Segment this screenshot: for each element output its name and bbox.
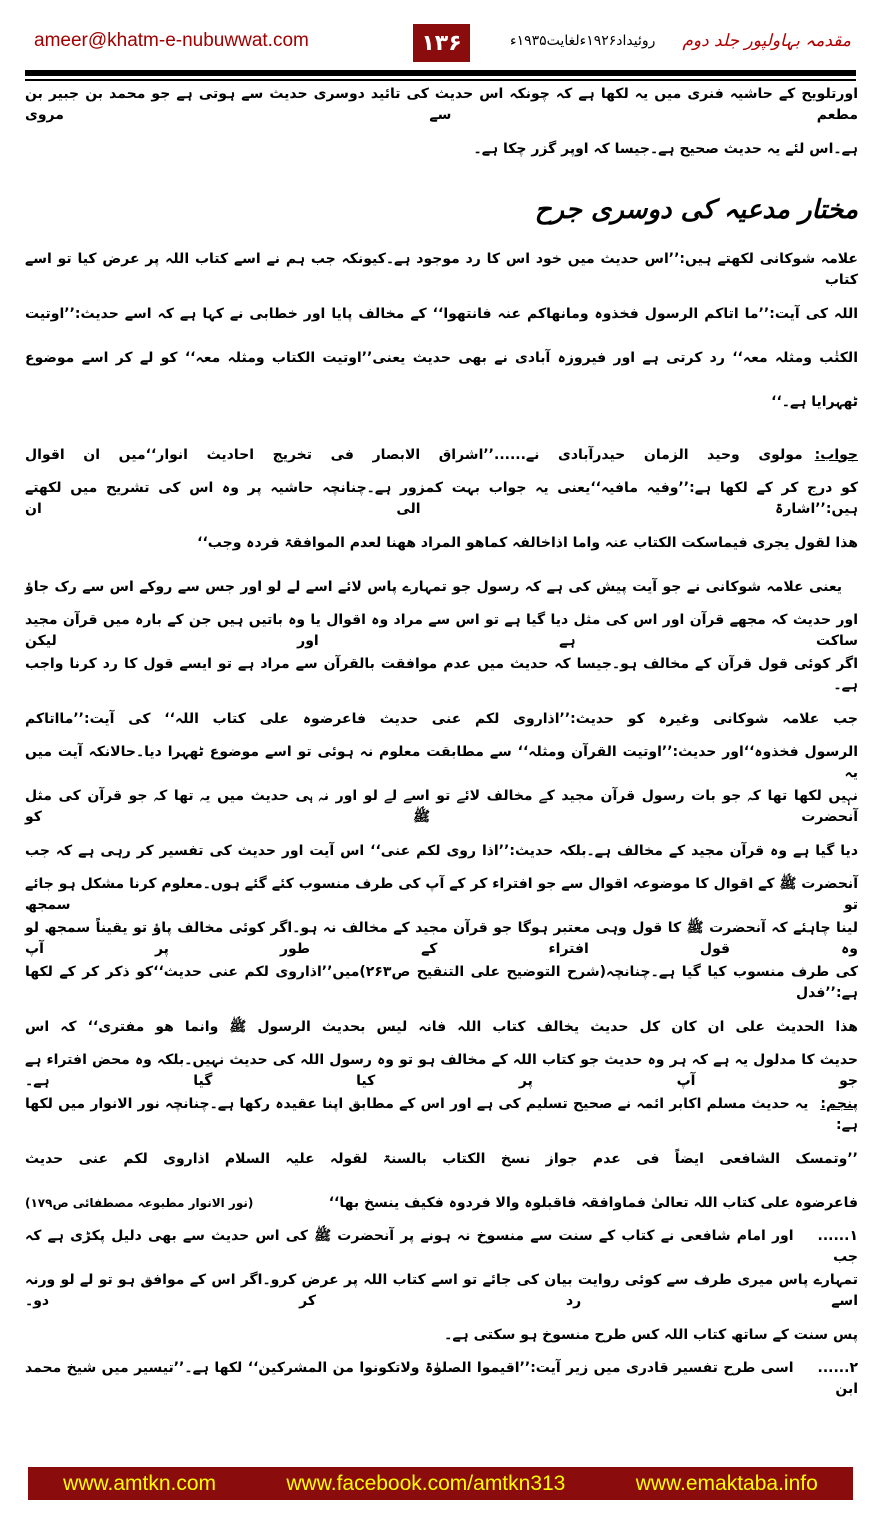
line-text: نہیں لکھا تھا کہ جو بات رسول قرآن مجید کے مخالف لائے تو اسے لے لو اور نہ ہی حدیث میں یہ تھا کہ جو قرآن کی مثل آنحضرت ﷺ کو <box>25 788 858 825</box>
line-wrap <box>25 1358 858 1400</box>
line-text: ھذا لقول یجری فیماسکت الکتاب عنہ واما اذاخالفہ کماھو المراد ھھنا لعدم الموافقۃ فردہ وجب‘‘ <box>197 534 858 551</box>
header-book-title: مقدمہ بہاولپور جلد دوم <box>682 31 851 51</box>
line-text: الرسول فخذوہ‘‘اور حدیث:’’اوتیت القرآن ومثلہ‘‘ سے مطابقت معلوم نہ ہوئی تو اسے موضوع ٹھہرا دیا۔حالانکہ آیت میں یہ <box>25 744 858 781</box>
header-date-range: روئیداد۱۹۲۶ءلغایت۱۹۳۵ء <box>510 33 656 49</box>
line-text: ہے۔اس لئے یہ حدیث صحیح ہے۔جیسا کہ اوپر گزر چکا ہے۔ <box>473 140 858 157</box>
body-line <box>25 380 858 424</box>
body-line <box>25 741 858 785</box>
line-text: دیا گیا ہے وہ قرآن مجید کے مخالف ہے۔بلکہ حدیث:’’اذا روی لکم عنی‘‘ اس آیت اور حدیث کی تفسیر کر رہی ہے کہ جب <box>25 842 858 859</box>
line-text: اور امام شافعی نے کتاب کے سنت سے منسوخ نہ ہونے پر آنحضرت ﷺ کی اس حدیث سے بھی دلیل پکڑی ہے کہ جب <box>25 1228 858 1265</box>
header-email: ameer@khatm-e-nubuwwat.com <box>34 30 309 51</box>
body-line <box>25 1005 858 1049</box>
line-text: اورتلویح کے حاشیہ فنری میں یہ لکھا ہے کہ چونکہ اس حدیث کی تائید دوسری حدیث سے ہوتی ہے جو محمد بن جبیر بن مطعم سے مروی <box>25 86 858 123</box>
body-line <box>25 873 858 917</box>
header-rule-thick <box>25 70 856 76</box>
body-line <box>25 785 858 829</box>
footer-link-amtkn[interactable]: www.amtkn.com <box>63 1471 217 1495</box>
line-text: ’’وتمسک الشافعی ایضاً فی عدم جواز نسخ الکتاب بالسنۃ لقولہ علیہ السلام اذاروی لکم عنی حدیث <box>25 1150 858 1167</box>
line-text: لینا چاہئے کہ آنحضرت ﷺ کا قول وہی معتبر ہوگا جو قرآن مجید کے مخالف نہ ہو۔اگر کوئی مخالف پاؤ تو یقیناً سمجھ لو وہ قول افتراء کے طور پر آپ <box>25 920 858 957</box>
body-line <box>25 697 858 741</box>
line-text: جب علامہ شوکانی وغیرہ کو حدیث:’’اذاروی لکم عنی حدیث فاعرضوہ علی کتاب اللہ‘‘ کی آیت:’’مااتاکم <box>25 710 858 727</box>
line-text: آنحضرت ﷺ کے اقوال کا موضوعہ اقوال سے جو افتراء کر کے آپ کی طرف منسوب کئے گئے ہوں۔معلوم کرنا مشکل ہو جائے تو سمجھ <box>25 876 858 913</box>
body-line <box>25 248 858 292</box>
body-line <box>25 829 858 873</box>
footer-link-emaktaba[interactable]: www.emaktaba.info <box>635 1471 818 1495</box>
answer-label: جواب: <box>814 446 858 463</box>
body-line <box>25 521 858 565</box>
footer-link-facebook[interactable]: www.facebook.com/amtkn313 <box>286 1471 566 1495</box>
body-line <box>25 917 858 961</box>
body-line <box>25 433 858 477</box>
line-text: تمہارے پاس میری طرف سے کوئی روایت بیان کی جائے تو اسے کتاب اللہ پر عرض کرو۔اگر اس کے موافق ہو تو لے لو ورنہ اسے رد کر دو۔ <box>25 1272 858 1309</box>
line-text: ھذا الحدیث علی ان کان کل حدیث یخالف کتاب اللہ فانہ لیس بحدیث الرسول ﷺ وانما ھو مفتری‘‘ کہ اس <box>25 1018 858 1035</box>
section-heading: مختار مدعیہ کی دوسری جرح <box>534 194 858 225</box>
line-text: اسی طرح تفسیر قادری میں زیر آیت:’’اقیموا الصلوٰۃ ولاتکونوا من المشرکین‘‘ لکھا ہے۔’’تیسیر میں شیخ محمد ابن <box>25 1360 858 1397</box>
line-wrap <box>25 445 858 466</box>
line-wrap <box>25 1226 858 1268</box>
body-line <box>25 1357 858 1401</box>
body-line <box>25 565 858 609</box>
line-text: کو درج کر کے لکھا ہے:’’وفیہ مافیہ‘‘یعنی یہ جواب بہت کمزور ہے۔چنانچہ حاشیہ پر وہ اس کی تشریح میں لکھتے ہیں:’’اشارۃ الی ان <box>25 480 858 517</box>
paragraph-gap <box>25 424 858 433</box>
body-line <box>25 653 858 697</box>
body-line <box>25 292 858 336</box>
item-number: ۱...... <box>817 1228 858 1244</box>
line-wrap <box>25 1193 858 1214</box>
body-line <box>25 1225 858 1269</box>
footer-bar <box>28 1467 853 1500</box>
line-text: الکتٰب ومثلہ معہ‘‘ رد کرتی ہے اور فیروزہ آبادی نے بھی حدیث یعنی’’اوتیت الکتاب ومثلہ معہ‘‘ کو لے کر اسے موضوع <box>25 349 858 366</box>
reference-note: (نور الانوار مطبوعہ مصطفائی ص۱۷۹) <box>25 1195 254 1210</box>
body-line <box>25 961 858 1005</box>
body-line <box>25 1049 858 1093</box>
body-line <box>25 1313 858 1357</box>
line-text: اللہ کی آیت:’’ما اتاکم الرسول فخذوہ ومانھاکم عنہ فانتھوا‘‘ کے مخالف پایا اور خطابی نے کہا ہے کہ اسے حدیث:’’اوتیت <box>25 305 858 322</box>
body-line <box>25 127 858 171</box>
line-text: یعنی علامہ شوکانی نے جو آیت پیش کی ہے کہ رسول جو تمہارے پاس لائے اسے لے لو اور جس سے روکے اس سے رک جاؤ <box>25 578 842 595</box>
line-text: اگر کوئی قول قرآن کے مخالف ہو۔جیسا کہ حدیث میں عدم موافقت بالقرآن سے مراد ہے تو ایسے قول کا رد کرنا واجب ہے۔ <box>25 656 858 693</box>
line-text: ٹھہرایا ہے۔‘‘ <box>771 393 858 410</box>
fifth-label: پنجم: <box>820 1096 858 1112</box>
body-line <box>25 609 858 653</box>
page-number-badge: ۱۳۶ <box>413 24 470 62</box>
line-text: کی طرف منسوب کیا گیا ہے۔چنانچہ(شرح التوضیح علی التنقیح ص۲۶۳)میں’’اذاروی لکم عنی حدیث‘‘کو ذکر کر کے لکھا ہے:’’فدل <box>25 964 858 1001</box>
line-text: پس سنت کے ساتھ کتاب اللہ کس طرح منسوخ ہو سکتی ہے۔ <box>444 1326 858 1343</box>
line-text: اور حدیث کہ مجھے قرآن اور اس کی مثل دیا گیا ہے تو اس سے مراد وہ اقوال یا وہ باتیں ہیں جن کے بارہ میں قرآن مجید ساکت ہے اور لیکن <box>25 612 858 649</box>
body-line <box>25 1181 858 1225</box>
header-rule-thin <box>25 79 856 81</box>
page-content <box>25 83 858 1401</box>
line-text: فاعرضوہ علی کتاب اللہ تعالیٰ فماوافقہ فاقبلوہ والا فردوہ فکیف ینسخ بھا‘‘ <box>328 1194 858 1211</box>
line-text: علامہ شوکانی لکھتے ہیں:’’اس حدیث میں خود اس کا رد موجود ہے۔کیونکہ جب ہم نے اسے کتاب اللہ پر عرض کیا تو اسے کتاب <box>25 251 858 288</box>
line-text: یہ حدیث مسلم اکابر ائمہ نے صحیح تسلیم کی ہے اور اس کے مطابق اپنا عقیدہ رکھا ہے۔چنانچہ نور الانوار میں لکھا ہے: <box>25 1096 858 1133</box>
line-text: مولوی وحید الزمان حیدرآبادی نے......’’اشراق الابصار فی تخریج احادیث انوار‘‘میں ان اقوال <box>25 446 803 463</box>
line-wrap <box>25 1094 858 1136</box>
body-line <box>25 1093 858 1137</box>
body-line <box>25 83 858 127</box>
body-line <box>25 477 858 521</box>
body-line <box>25 336 858 380</box>
body-line <box>25 1269 858 1313</box>
item-number: ۲...... <box>817 1360 858 1376</box>
line-text: حدیث کا مدلول یہ ہے کہ ہر وہ حدیث جو کتاب اللہ کے مخالف ہو تو وہ رسول اللہ کی حدیث نہیں۔بلکہ وہ محض افتراء ہے جو آپ پر کیا گیا ہے۔ <box>25 1052 858 1089</box>
body-line <box>25 1137 858 1181</box>
